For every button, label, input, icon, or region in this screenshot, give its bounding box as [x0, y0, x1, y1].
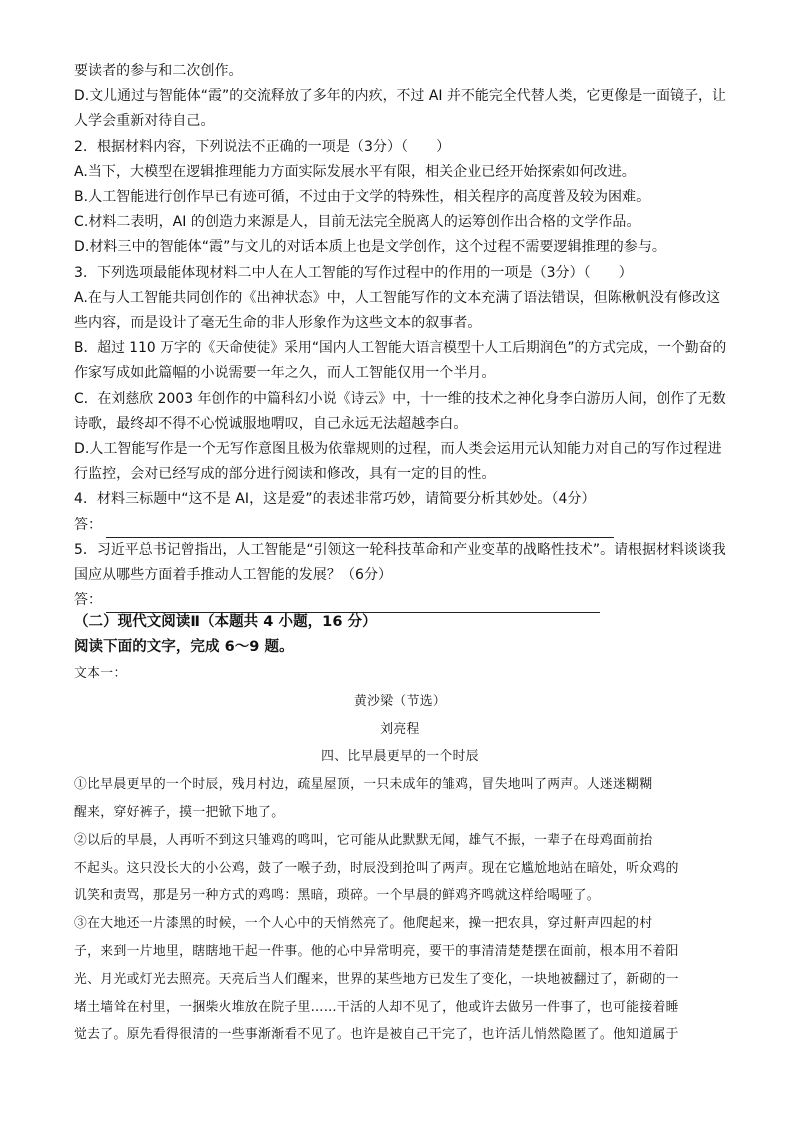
question-stem: 2．根据材料内容，下列说法不正确的一项是（3分）（ ）	[74, 138, 451, 155]
text-line: 要读者的参与和二次创作。	[74, 63, 243, 79]
prev-question-continuation	[74, 59, 726, 135]
option-a: A.当下，大模型在逻辑推理能力方面实际发展水平有限，相关企业已经开始探索如何改进。	[74, 163, 636, 180]
paragraph-line: 光、月光或灯光去照亮。天亮后当人们醒来，世界的某些地方已发生了变化，一块地被翻过了，新砌的一	[74, 971, 679, 987]
paragraph-line: ②以后的早晨，人再听不到这只雏鸡的鸣叫，它可能从此默默无闻，雄气不振，一辈子在母鸡面前抬	[74, 832, 653, 848]
option-d-cont: 行监控，会对已经写成的部分进行阅读和修改，具有一定的目的性。	[74, 466, 496, 483]
question-2	[74, 135, 726, 261]
option-a: A.在与人工智能共同创作的《出神状态》中，人工智能写作的文本充满了语法错误，但陈楸帆没有修改这	[74, 289, 721, 306]
reading-text	[74, 660, 726, 1049]
passage-title: 黄沙梁（节选）	[353, 693, 447, 709]
text-line: 人学会重新对待自己。	[74, 113, 215, 130]
paragraph-line: ①比早晨更早的一个时辰，残月村边，疏星屋顶，一只未成年的雏鸡，冒失地叫了两声。人迷迷糊糊	[74, 777, 653, 793]
section-2-header	[74, 610, 726, 660]
option-b: B．超过 110 万字的《天命使徒》采用“国内人工智能大语言模型十人工后期润色”的方式完成，一个勤奋的	[74, 340, 727, 357]
question-stem: 3．下列选项最能体现材料二中人在人工智能的写作过程中的作用的一项是（3分）（ ）	[74, 264, 633, 281]
paragraph-line: 堵土墙耸在村里，一捆柴火堆放在院子里……干活的人却不见了，他或许去做另一件事了，也可能接着睡	[74, 999, 679, 1015]
passage-subtitle: 四、比早晨更早的一个时辰	[321, 749, 479, 765]
option-c: C．在刘慈欣 2003 年创作的中篇科幻小说《诗云》中，十一维的技术之神化身李白游历人间，创作了无数	[74, 390, 726, 407]
section-instruction: 阅读下面的文字，完成 6～9 题。	[74, 639, 294, 656]
option-c: C.材料二表明，AI 的创造力来源是人，目前无法完全脱离人的运筹创作出合格的文学作品。	[74, 214, 641, 231]
option-d: D.人工智能写作是一个无写作意图且极为依靠规则的过程，而人类会运用元认知能力对自己的写作过程进	[74, 440, 722, 457]
option-d: D.材料三中的智能体“霞”与文儿的对话本质上也是文学创作，这个过程不需要逻辑推理的参与。	[74, 239, 666, 256]
answer-underline[interactable]	[106, 523, 614, 538]
answer-area[interactable]	[74, 513, 726, 538]
text-label: 文本一：	[74, 666, 127, 681]
paragraph-line: 讥笑和责骂，那是另一种方式的鸡鸣：黑暗，琐碎。一个早晨的鲜鸡齐鸣就这样给喝哑了。	[74, 888, 600, 904]
question-stem: 5．习近平总书记曾指出，人工智能是“引领这一轮科技革命和产业变革的战略性技术”。请根据材料谈谈我	[74, 541, 726, 558]
question-stem: 4．材料三标题中“这不是 AI，这是爱”的表述非常巧妙，请简要分析其妙处。（4分）	[74, 491, 596, 508]
answer-label: 答：	[74, 516, 103, 533]
paragraph-line: 子，来到一片地里，瞎瞎地干起一件事。他的心中异常明亮，要干的事清清楚楚摆在面前，根本用不着阳	[74, 943, 679, 959]
text-line: D.文儿通过与智能体“霞”的交流释放了多年的内疚，不过 AI 并不能完全代替人类，它更像是一面镜子，让	[74, 88, 726, 105]
paragraph-line: 醒来，穿好裤子，摸一把锨下地了。	[74, 804, 285, 820]
option-b-cont: 作家写成如此篇幅的小说需要一年之久，而人工智能仅用一个半月。	[74, 365, 496, 382]
paragraph-line: ③在大地还一片漆黑的时候，一个人心中的天悄然亮了。他爬起来，操一把农具，穿过鼾声四起的村	[74, 916, 653, 932]
answer-label: 答：	[74, 592, 103, 609]
paragraph-line: 觉去了。原先看得很清的一些事渐渐看不见了。也许是被自己干完了，也许活儿悄然隐匿了。他知道属于	[74, 1027, 679, 1043]
question-4	[74, 487, 726, 537]
question-3	[74, 261, 726, 488]
option-c-cont: 诗歌，最终却不得不心悦诚服地喟叹，自己永远无法超越李白。	[74, 415, 468, 432]
question-5	[74, 538, 726, 614]
question-stem-cont: 国应从哪些方面着手推动人工智能的发展？（6分）	[74, 566, 393, 583]
option-a-cont: 些内容，而是设计了毫无生命的非人形象作为这些文本的叙事者。	[74, 314, 482, 331]
passage-author: 刘亮程	[380, 721, 420, 737]
option-b: B.人工智能进行创作早已有迹可循，不过由于文学的特殊性，相关程序的高度普及较为困难。	[74, 188, 651, 205]
section-heading: （二）现代文阅读Ⅱ（本题共 4 小题，16 分）	[74, 614, 377, 630]
paragraph-line: 不起头。这只没长大的小公鸡，鼓了一喉子劲，时辰没到抢叫了两声。现在它尴尬地站在暗处，听众鸡的	[74, 860, 679, 876]
